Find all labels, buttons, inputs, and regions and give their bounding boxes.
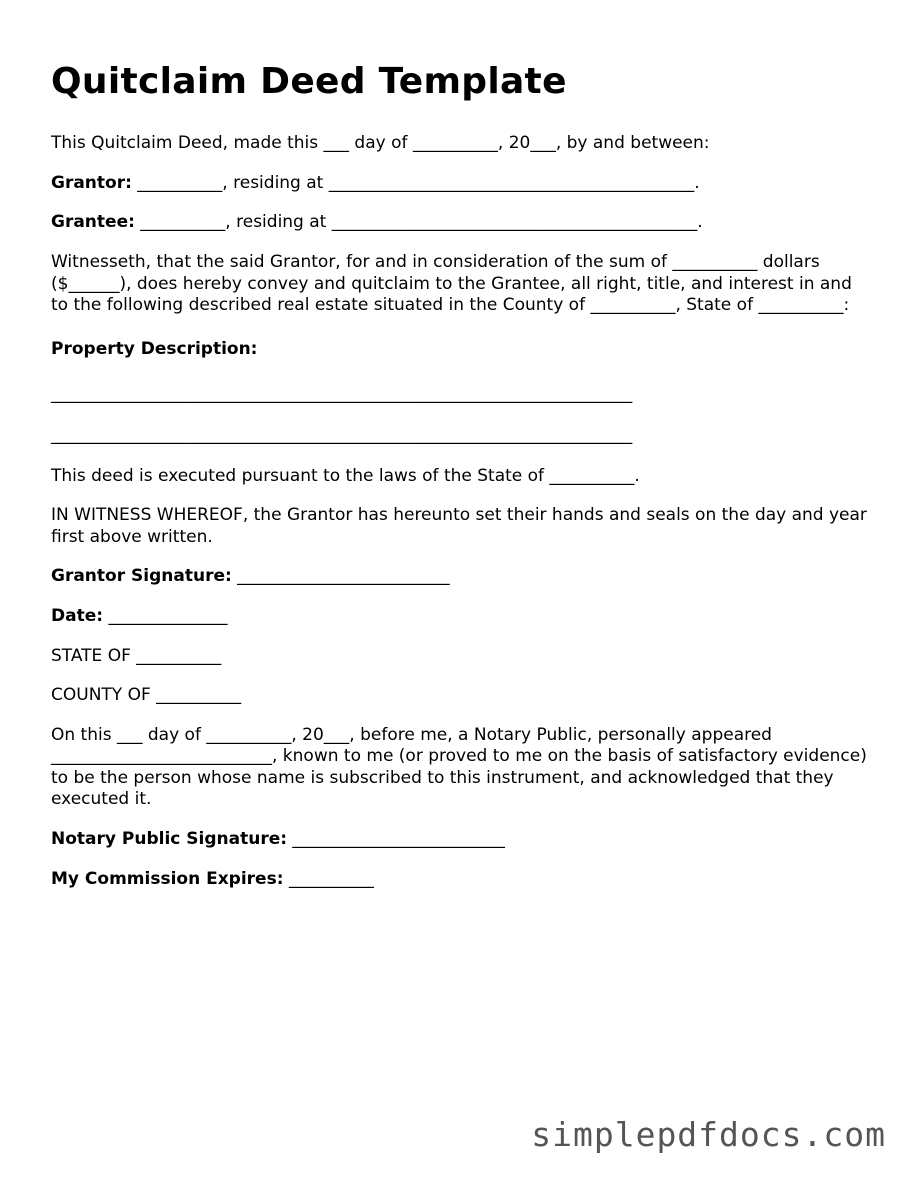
witnesseth-paragraph: Witnesseth, that the said Grantor, for and in consideration of the sum of __________ dollars ($______), does hereby convey and quitclaim to the Grantee, all right, title, and interest in and to the following described real estate situated in the County of __________, State of __________: bbox=[51, 251, 852, 316]
property-description-heading bbox=[51, 339, 871, 361]
document-title: Quitclaim Deed Template bbox=[51, 61, 567, 102]
commission-expires-line bbox=[51, 869, 871, 891]
notary-paragraph: On this ___ day of __________, 20___, before me, a Notary Public, personally appeared __________________________, known to me (or proved to me on the basis of satisfactory evidence) to be the person whose name is subscribed to this instrument, and acknowledged that they executed it. bbox=[51, 724, 867, 810]
date-line bbox=[51, 606, 871, 628]
intro-paragraph: This Quitclaim Deed, made this ___ day of __________, 20___, by and between: bbox=[51, 133, 710, 154]
grantor-blank: __________, residing at ___________________________________________. bbox=[131, 172, 700, 193]
laws-clause: This deed is executed pursuant to the laws of the State of __________. bbox=[51, 465, 640, 486]
grantee-line bbox=[51, 212, 871, 234]
grantee-label: Grantee: bbox=[51, 212, 135, 233]
state-of-line: STATE OF __________ bbox=[51, 645, 222, 666]
document-page bbox=[51, 60, 871, 908]
grantor-signature-label: Grantor Signature: bbox=[51, 566, 232, 587]
county-of-line: COUNTY OF __________ bbox=[51, 685, 242, 706]
date-label: Date: bbox=[51, 605, 104, 626]
watermark: simplepdfdocs.com bbox=[531, 1115, 886, 1154]
property-description-label: Property Description: bbox=[51, 338, 258, 359]
property-description-line: ______________________________________________________________________ bbox=[51, 424, 633, 445]
commission-expires-label: My Commission Expires: bbox=[51, 868, 284, 889]
date-blank: ______________ bbox=[103, 605, 228, 626]
grantor-signature-line bbox=[51, 566, 871, 588]
grantee-blank: __________, residing at ___________________________________________. bbox=[134, 212, 703, 233]
commission-expires-blank: __________ bbox=[283, 868, 374, 889]
witness-whereof-paragraph: IN WITNESS WHEREOF, the Grantor has hereunto set their hands and seals on the day and year first above written. bbox=[51, 505, 867, 547]
property-description-line: ______________________________________________________________________ bbox=[51, 384, 633, 405]
notary-signature-label: Notary Public Signature: bbox=[51, 829, 288, 850]
grantor-line bbox=[51, 173, 871, 195]
grantor-label: Grantor: bbox=[51, 172, 132, 193]
notary-signature-blank: _________________________ bbox=[287, 829, 505, 850]
notary-signature-line bbox=[51, 829, 871, 851]
grantor-signature-blank: _________________________ bbox=[231, 566, 450, 587]
